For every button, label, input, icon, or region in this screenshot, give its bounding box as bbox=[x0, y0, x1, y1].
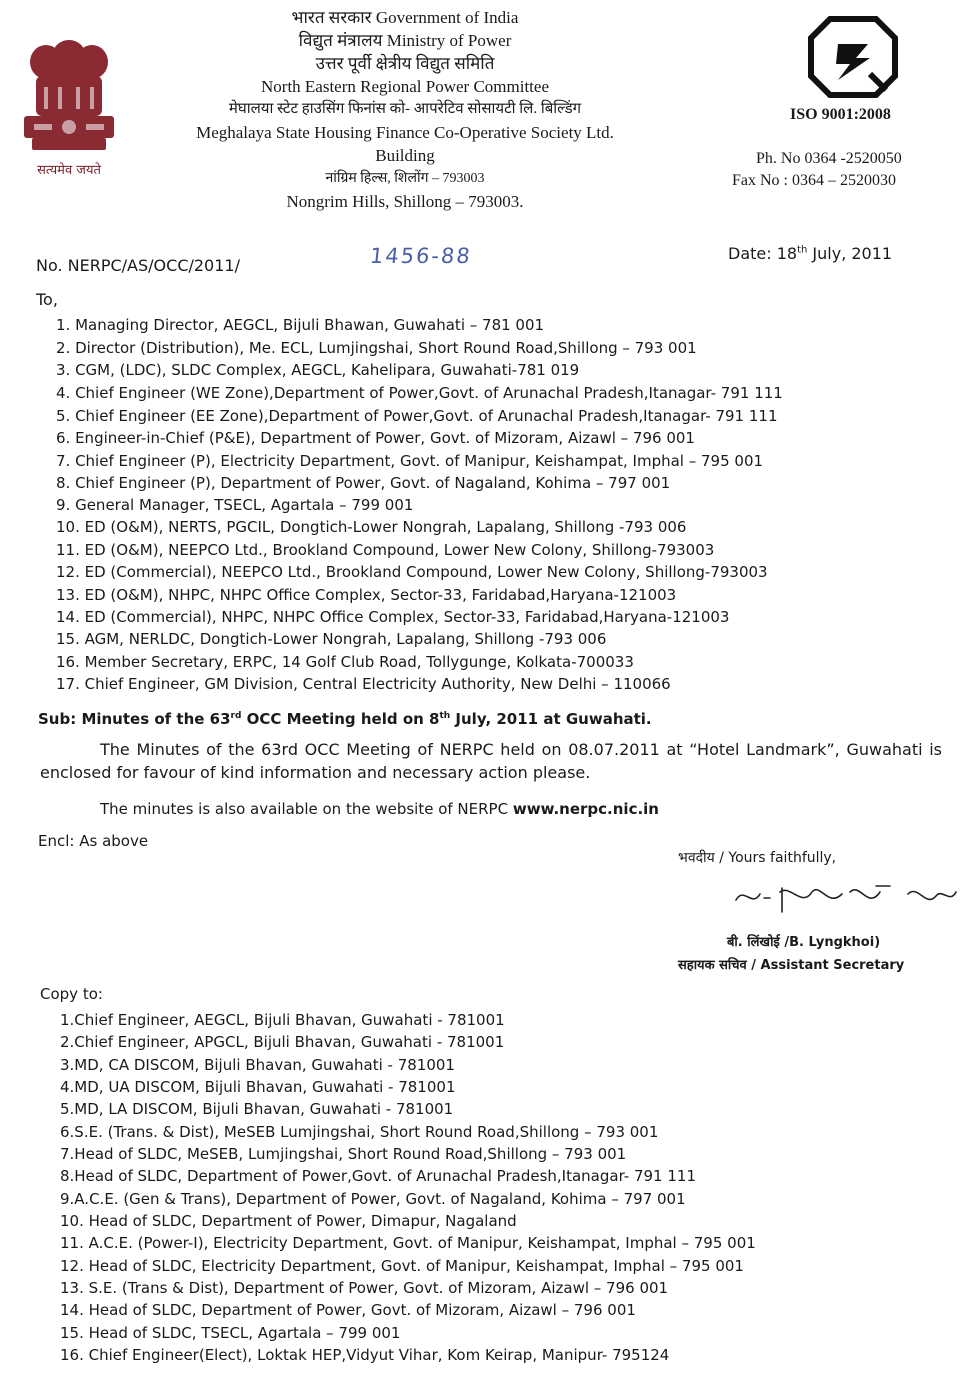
list-item: 3. CGM, (LDC), SLDC Complex, AEGCL, Kahelipara, Guwahati-781 019 bbox=[56, 361, 580, 379]
list-item: 12. Head of SLDC, Electricity Department, Govt. of Manipur, Keishampat, Imphal – 795 001 bbox=[60, 1257, 744, 1275]
list-item: 9.A.C.E. (Gen & Trans), Department of Power, Govt. of Nagaland, Kohima – 797 001 bbox=[60, 1190, 686, 1208]
list-item: 2.Chief Engineer, APGCL, Bijuli Bhavan, Guwahati - 781001 bbox=[60, 1033, 505, 1051]
national-emblem-icon bbox=[14, 22, 124, 182]
signature-image bbox=[730, 878, 960, 918]
list-item: 11. A.C.E. (Power-I), Electricity Department, Govt. of Manipur, Keishampat, Imphal – 795 001 bbox=[60, 1234, 756, 1252]
closing-line: भवदीय / Yours faithfully, bbox=[678, 850, 837, 866]
website-link[interactable]: www.nerpc.nic.in bbox=[512, 800, 659, 818]
list-item: 16. Chief Engineer(Elect), Loktak HEP,Vidyut Vihar, Kom Keirap, Manipur- 795124 bbox=[60, 1346, 670, 1364]
list-item: 1. Managing Director, AEGCL, Bijuli Bhawan, Guwahati – 781 001 bbox=[56, 316, 545, 334]
signatory-name: बी. लिंखोई /B. Lyngkhoi) bbox=[727, 935, 881, 950]
fax-number: Fax No : 0364 – 2520030 bbox=[732, 172, 896, 189]
list-item: 11. ED (O&M), NEEPCO Ltd., Brookland Compound, Lower New Colony, Shillong-793003 bbox=[56, 541, 715, 559]
list-item: 9. General Manager, TSECL, Agartala – 799 001 bbox=[56, 496, 414, 514]
letterhead-line: Nongrim Hills, Shillong – 793003. bbox=[286, 192, 524, 211]
signatory-designation: सहायक सचिव / Assistant Secretary bbox=[678, 958, 905, 973]
copy-to-label: Copy to: bbox=[40, 985, 103, 1003]
list-item: 8.Head of SLDC, Department of Power,Govt. of Arunachal Pradesh,Itanagar- 791 111 bbox=[60, 1167, 696, 1185]
list-item: 16. Member Secretary, ERPC, 14 Golf Club Road, Tollygunge, Kolkata-700033 bbox=[56, 653, 634, 671]
list-item: 8. Chief Engineer (P), Department of Power, Govt. of Nagaland, Kohima – 797 001 bbox=[56, 474, 671, 492]
list-item: 10. Head of SLDC, Department of Power, Dimapur, Nagaland bbox=[60, 1212, 517, 1230]
list-item: 1.Chief Engineer, AEGCL, Bijuli Bhavan, Guwahati - 781001 bbox=[60, 1011, 505, 1029]
handwritten-dispatch-number: 1456-88 bbox=[368, 244, 474, 268]
reference-number: No. NERPC/AS/OCC/2011/ bbox=[36, 256, 240, 275]
list-item: 5. Chief Engineer (EE Zone),Department of Power,Govt. of Arunachal Pradesh,Itanagar- 791 111 bbox=[56, 407, 778, 425]
list-item: 2. Director (Distribution), Me. ECL, Lumjingshai, Short Round Road,Shillong – 793 001 bbox=[56, 339, 697, 357]
list-item: 6.S.E. (Trans. & Dist), MeSEB Lumjingshai, Short Round Road,Shillong – 793 001 bbox=[60, 1123, 659, 1141]
letterhead-line: Building bbox=[375, 146, 435, 165]
list-item: 7. Chief Engineer (P), Electricity Department, Govt. of Manipur, Keishampat, Imphal – 795 001 bbox=[56, 452, 764, 470]
list-item: 17. Chief Engineer, GM Division, Central Electricity Authority, New Delhi – 110066 bbox=[56, 675, 671, 693]
list-item: 15. AGM, NERLDC, Dongtich-Lower Nongrah, Lapalang, Shillong -793 006 bbox=[56, 630, 607, 648]
list-item: 13. ED (O&M), NHPC, NHPC Office Complex, Sector-33, Faridabad,Haryana-121003 bbox=[56, 586, 677, 604]
letterhead-line: नांग्रिम हिल्स, शिलोंग – 793003 bbox=[325, 171, 485, 186]
phone-number: Ph. No 0364 -2520050 bbox=[756, 150, 902, 167]
list-item: 12. ED (Commercial), NEEPCO Ltd., Brookland Compound, Lower New Colony, Shillong-793003 bbox=[56, 563, 768, 581]
list-item: 6. Engineer-in-Chief (P&E), Department of Power, Govt. of Mizoram, Aizawl – 796 001 bbox=[56, 429, 695, 447]
list-item: 14. ED (Commercial), NHPC, NHPC Office Complex, Sector-33, Faridabad,Haryana-121003 bbox=[56, 608, 730, 626]
iso-label: ISO 9001:2008 bbox=[790, 106, 891, 123]
website-note: The minutes is also available on the website of NERPC www.nerpc.nic.in bbox=[100, 800, 659, 818]
list-item: 3.MD, CA DISCOM, Bijuli Bhavan, Guwahati - 781001 bbox=[60, 1056, 455, 1074]
list-item: 15. Head of SLDC, TSECL, Agartala – 799 001 bbox=[60, 1324, 401, 1342]
letterhead-text-block bbox=[160, 6, 650, 213]
list-item: 10. ED (O&M), NERTS, PGCIL, Dongtich-Lower Nongrah, Lapalang, Shillong -793 006 bbox=[56, 518, 687, 536]
to-label: To, bbox=[36, 290, 58, 309]
letterhead-line: उत्तर पूर्वी क्षेत्रीय विद्युत समिति bbox=[315, 54, 495, 73]
list-item: 14. Head of SLDC, Department of Power, Govt. of Mizoram, Aizawl – 796 001 bbox=[60, 1301, 636, 1319]
letterhead-line: विद्युत मंत्रालय Ministry of Power bbox=[298, 31, 512, 50]
letterhead-line: भारत सरकार Government of India bbox=[291, 8, 519, 27]
iso-certification-logo-icon bbox=[808, 16, 898, 98]
list-item: 7.Head of SLDC, MeSEB, Lumjingshai, Short Round Road,Shillong – 793 001 bbox=[60, 1145, 627, 1163]
letter-date: Date: 18th July, 2011 bbox=[728, 244, 893, 263]
list-item: 13. S.E. (Trans & Dist), Department of Power, Govt. of Mizoram, Aizawl – 796 001 bbox=[60, 1279, 669, 1297]
emblem-motto: सत्यमेव जयते bbox=[37, 163, 101, 178]
list-item: 4. Chief Engineer (WE Zone),Department of Power,Govt. of Arunachal Pradesh,Itanagar- 791 111 bbox=[56, 384, 783, 402]
letterhead-line: मेघालया स्टेट हाउसिंग फिनांस को- आपरेटिव सोसायटी लि. बिल्डिंग bbox=[228, 101, 582, 117]
letterhead-line: Meghalaya State Housing Finance Co-Operative Society Ltd. bbox=[196, 123, 614, 142]
list-item: 4.MD, UA DISCOM, Bijuli Bhavan, Guwahati - 781001 bbox=[60, 1078, 456, 1096]
enclosure-note: Encl: As above bbox=[38, 832, 149, 850]
list-item: 5.MD, LA DISCOM, Bijuli Bhavan, Guwahati - 781001 bbox=[60, 1100, 454, 1118]
letterhead-line: North Eastern Regional Power Committee bbox=[261, 77, 549, 96]
body-paragraph: The Minutes of the 63rd OCC Meeting of NERPC held on 08.07.2011 at “Hotel Landmark”, Guwahati is enclosed for favour of kind information and necessary action please. bbox=[40, 740, 942, 782]
subject-line: Sub: Minutes of the 63rd OCC Meeting held on 8th July, 2011 at Guwahati. bbox=[38, 710, 652, 728]
